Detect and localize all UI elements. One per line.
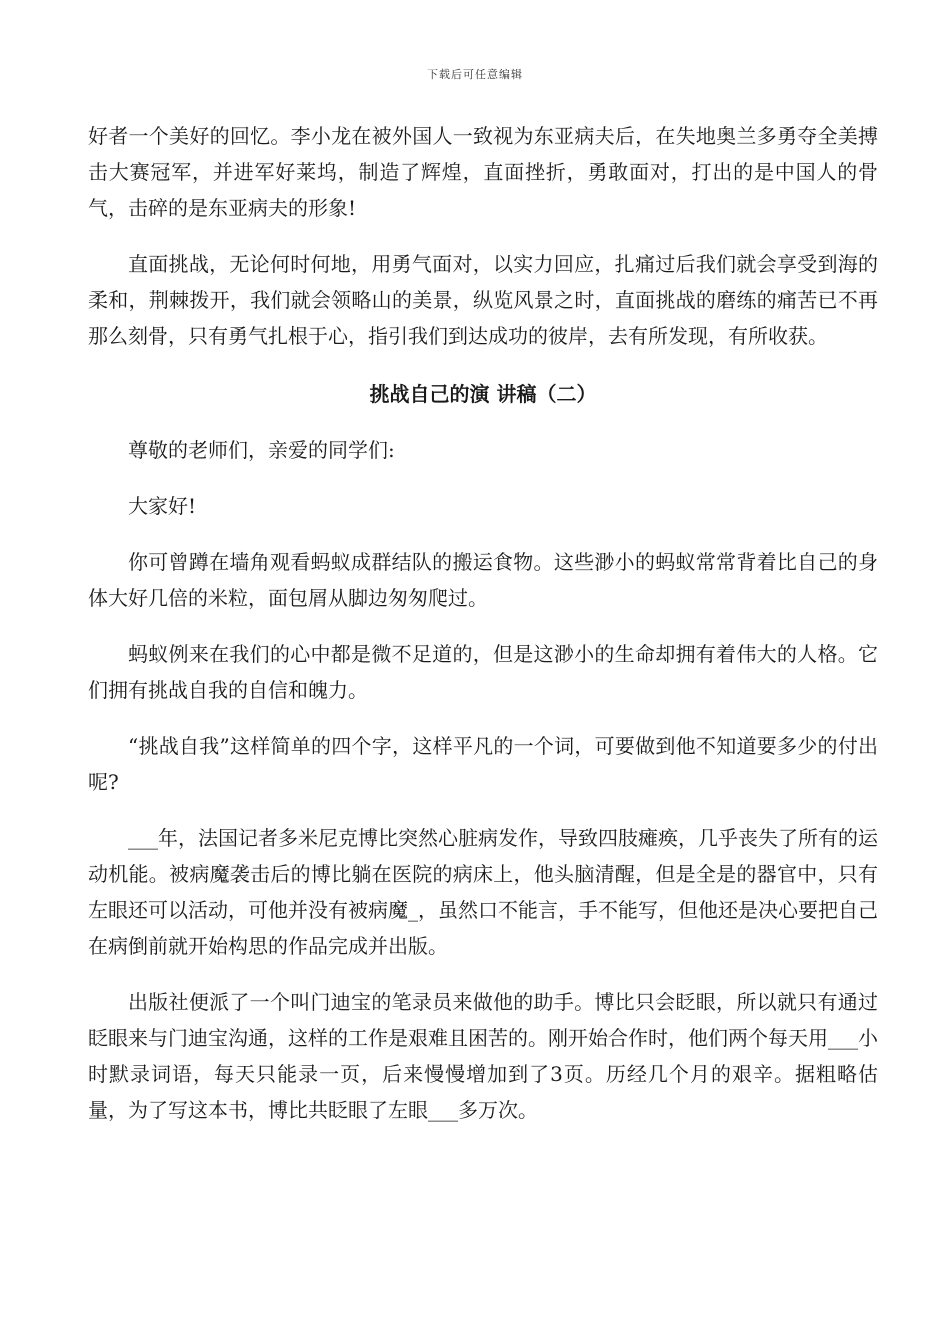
page-header: 下载后可任意编辑: [427, 68, 523, 81]
paragraph-challenge-self: “挑战自我”这样简单的四个字，这样平凡的一个词，可要做到他不知道要多少的付出呢?: [88, 734, 878, 794]
paragraph-bauby-illness: ___年，法国记者多米尼克博比突然心脏病发作，导致四肢瘫痪，几乎丧失了所有的运动机能。被病魔袭击后的博比躺在医院的病床上，他头脑清醒，但是全是的器官中，只有左眼还可以活动，可他并没有被病魔_，虽然口不能言，手不能写，但他还是决心要把自己在病倒前就开始构思的作品完成并出版。: [88, 826, 878, 958]
paragraph-greeting: 大家好!: [128, 494, 197, 518]
speech-title: 挑战自己的演 讲稿（二）: [369, 382, 597, 406]
paragraph-continuation: 好者一个美好的回忆。李小龙在被外国人一致视为东亚病夫后，在失地奥兰多勇夺全美搏击大赛冠军，并进军好莱坞，制造了辉煌，直面挫折，勇敢面对，打出的是中国人的骨气，击碎的是东亚病夫的形象!: [88, 124, 878, 220]
paragraph-salutation: 尊敬的老师们，亲爱的同学们:: [128, 438, 395, 462]
paragraph-ants: 你可曾蹲在墙角观看蚂蚁成群结队的搬运食物。这些渺小的蚂蚁常常背着比自己的身体大好几倍的米粒，面包屑从脚边匆匆爬过。: [88, 550, 878, 610]
paragraph-bauby-writing: 出版社便派了一个叫门迪宝的笔录员来做他的助手。博比只会眨眼，所以就只有通过眨眼来与门迪宝沟通，这样的工作是艰难且困苦的。刚开始合作时，他们两个每天用___小时默录词语，每天只能录一页，后来慢慢增加到了3页。历经几个月的艰辛。据粗略估量，为了写这本书，博比共眨眼了左眼___多万次。: [88, 990, 878, 1122]
paragraph-conclusion: 直面挑战，无论何时何地，用勇气面对，以实力回应，扎痛过后我们就会享受到海的柔和，荆棘拨开，我们就会领略山的美景，纵览风景之时，直面挑战的磨练的痛苦已不再那么刻骨，只有勇气扎根于心，指引我们到达成功的彼岸，去有所发现，有所收获。: [88, 252, 878, 348]
paragraph-ants-character: 蚂蚁例来在我们的心中都是微不足道的，但是这渺小的生命却拥有着伟大的人格。它们拥有挑战自我的自信和魄力。: [88, 642, 878, 702]
document-body: [88, 118, 878, 1128]
